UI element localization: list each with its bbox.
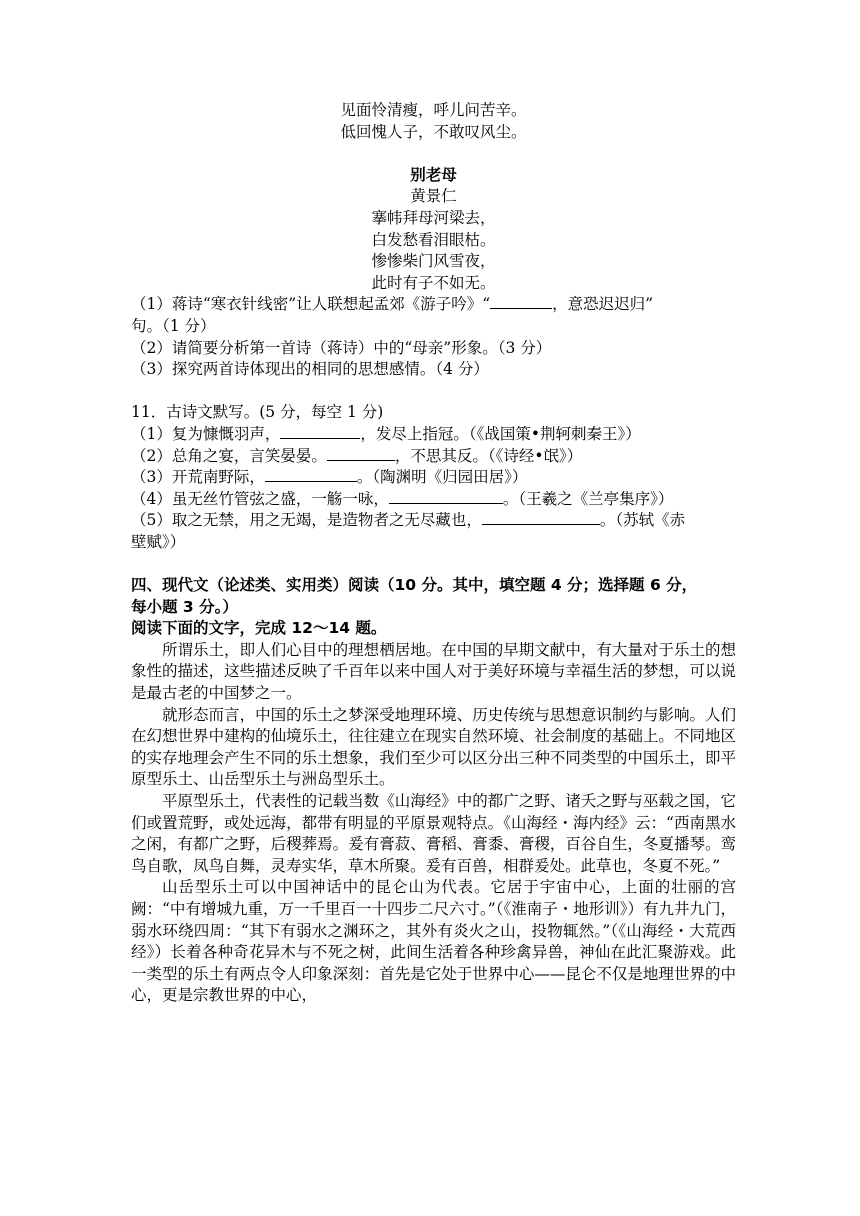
question-10-3: （3）探究两首诗体现出的相同的思想感情。（4 分） bbox=[131, 360, 489, 379]
answer-blank[interactable] bbox=[327, 446, 395, 461]
poem2-title: 别老母 bbox=[410, 165, 457, 184]
question-text: 。（王羲之《兰亭集序》） bbox=[502, 489, 674, 508]
article-paragraph: 所谓乐土，即人们心目中的理想栖居地。在中国的早期文献中，有大量对于乐土的想象性的描述，这些描述反映了千百年以来中国人对于美好环境与幸福生活的梦想，可以说是最古老的中国梦之一。 bbox=[131, 640, 736, 703]
answer-blank[interactable] bbox=[482, 510, 600, 525]
answer-blank[interactable] bbox=[389, 489, 503, 504]
spacer bbox=[131, 553, 736, 575]
question-11-1 bbox=[131, 424, 736, 446]
question-text: ，发尽上指冠。（《战国策•荆轲刺秦王》） bbox=[360, 424, 641, 443]
question-text: （3）开荒南野际， bbox=[131, 468, 265, 487]
question-11-5 bbox=[131, 510, 736, 532]
poem1-line: 低回愧人子，不敢叹风尘。 bbox=[340, 122, 527, 141]
question-text: （1）复为慷慨羽声， bbox=[131, 424, 281, 443]
document-page bbox=[131, 100, 736, 1007]
reading-instruction: 阅读下面的文字，完成 12～14 题。 bbox=[131, 619, 387, 638]
question-11-3 bbox=[131, 467, 736, 489]
article-paragraph: 平原型乐土，代表性的记载当数《山海经》中的都广之野、诸夭之野与巫载之国，它们或置荒野，或处远海，都带有明显的平原景观特点。《山海经・海内经》云：“西南黑水之闲，有都广之野，后稷葬焉。爰有膏菽、膏稻、膏黍、膏稷，百谷自生，冬夏播琴。鸾鸟自歌，凤鸟自舞，灵寿实华，草木所聚。爰有百兽，相群爰处。此草也，冬夏不死。” bbox=[131, 792, 736, 875]
poem2-line: 此时有子不如无。 bbox=[371, 273, 496, 292]
article-paragraph: 就形态而言，中国的乐土之梦深受地理环境、历史传统与思想意识制约与影响。人们在幻想世界中建构的仙境乐土，往往建立在现实自然环境、社会制度的基础上。不同地区的实存地理会产生不同的乐土想象，我们至少可以区分出三种不同类型的中国乐土，即平原型乐土、山岳型乐土与洲岛型乐土。 bbox=[131, 705, 736, 789]
poem1-line: 见面怜清瘦，呼儿问苦辛。 bbox=[340, 101, 527, 119]
question-text: ，意恐迟迟归” bbox=[552, 295, 654, 314]
poem2-line: 白发愁看泪眼枯。 bbox=[371, 230, 496, 249]
spacer bbox=[131, 143, 736, 165]
section-heading: 四、现代文（论述类、实用类）阅读（10 分。其中，填空题 4 分；选择题 6 分， bbox=[131, 576, 698, 595]
question-11-2 bbox=[131, 446, 736, 468]
question-text: （5）取之无禁，用之无竭，是造物者之无尽藏也， bbox=[131, 511, 482, 530]
answer-blank[interactable] bbox=[490, 294, 552, 309]
question-10-1 bbox=[131, 294, 736, 316]
question-10-1-cont: 句。（1 分） bbox=[131, 316, 216, 335]
poem2-author: 黄景仁 bbox=[410, 187, 457, 206]
question-11-4 bbox=[131, 489, 736, 511]
question-11-title: 11．古诗文默写。(5 分，每空 1 分) bbox=[131, 403, 384, 422]
question-text: （4）虽无丝竹管弦之盛，一觞一咏， bbox=[131, 489, 389, 508]
question-text: 。（苏轼《赤 bbox=[599, 511, 686, 530]
poem2-line: 惨惨柴门风雪夜， bbox=[371, 252, 496, 271]
spacer bbox=[131, 381, 736, 403]
question-text: 。（陶渊明《归园田居》） bbox=[356, 468, 528, 487]
poem2-line: 搴帏拜母河梁去， bbox=[371, 208, 496, 227]
question-text: （1）蒋诗“寒衣针线密”让人联想起孟郊《游子吟》“ bbox=[131, 295, 491, 314]
question-11-5-cont: 壁赋》） bbox=[131, 532, 186, 551]
answer-blank[interactable] bbox=[280, 424, 360, 439]
question-text: ，不思其反。（《诗经•氓》） bbox=[394, 446, 583, 465]
question-text: （2）总角之宴，言笑晏晏。 bbox=[131, 446, 327, 465]
section-heading-cont: 每小题 3 分。） bbox=[131, 597, 238, 616]
answer-blank[interactable] bbox=[265, 467, 357, 482]
question-10-2: （2）请简要分析第一首诗（蒋诗）中的“母亲”形象。（3 分） bbox=[131, 338, 552, 357]
article-paragraph: 山岳型乐土可以中国神话中的昆仑山为代表。它居于宇宙中心，上面的壮丽的宫阙：“中有增城九重，万一千里百一十四步二尺六寸。”（《淮南子・地形训》）有九井九门，弱水环绕四周：“其下有弱水之渊环之，其外有炎火之山，投物辄然。”（《山海经・大荒西经》）长着各种奇花异木与不死之树，此间生活着各种珍禽异兽，神仙在此汇聚游戏。此一类型的乐土有两点令人印象深刻：首先是它处于世界中心——昆仑不仅是地理世界的中心，更是宗教世界的中心， bbox=[131, 878, 736, 1005]
